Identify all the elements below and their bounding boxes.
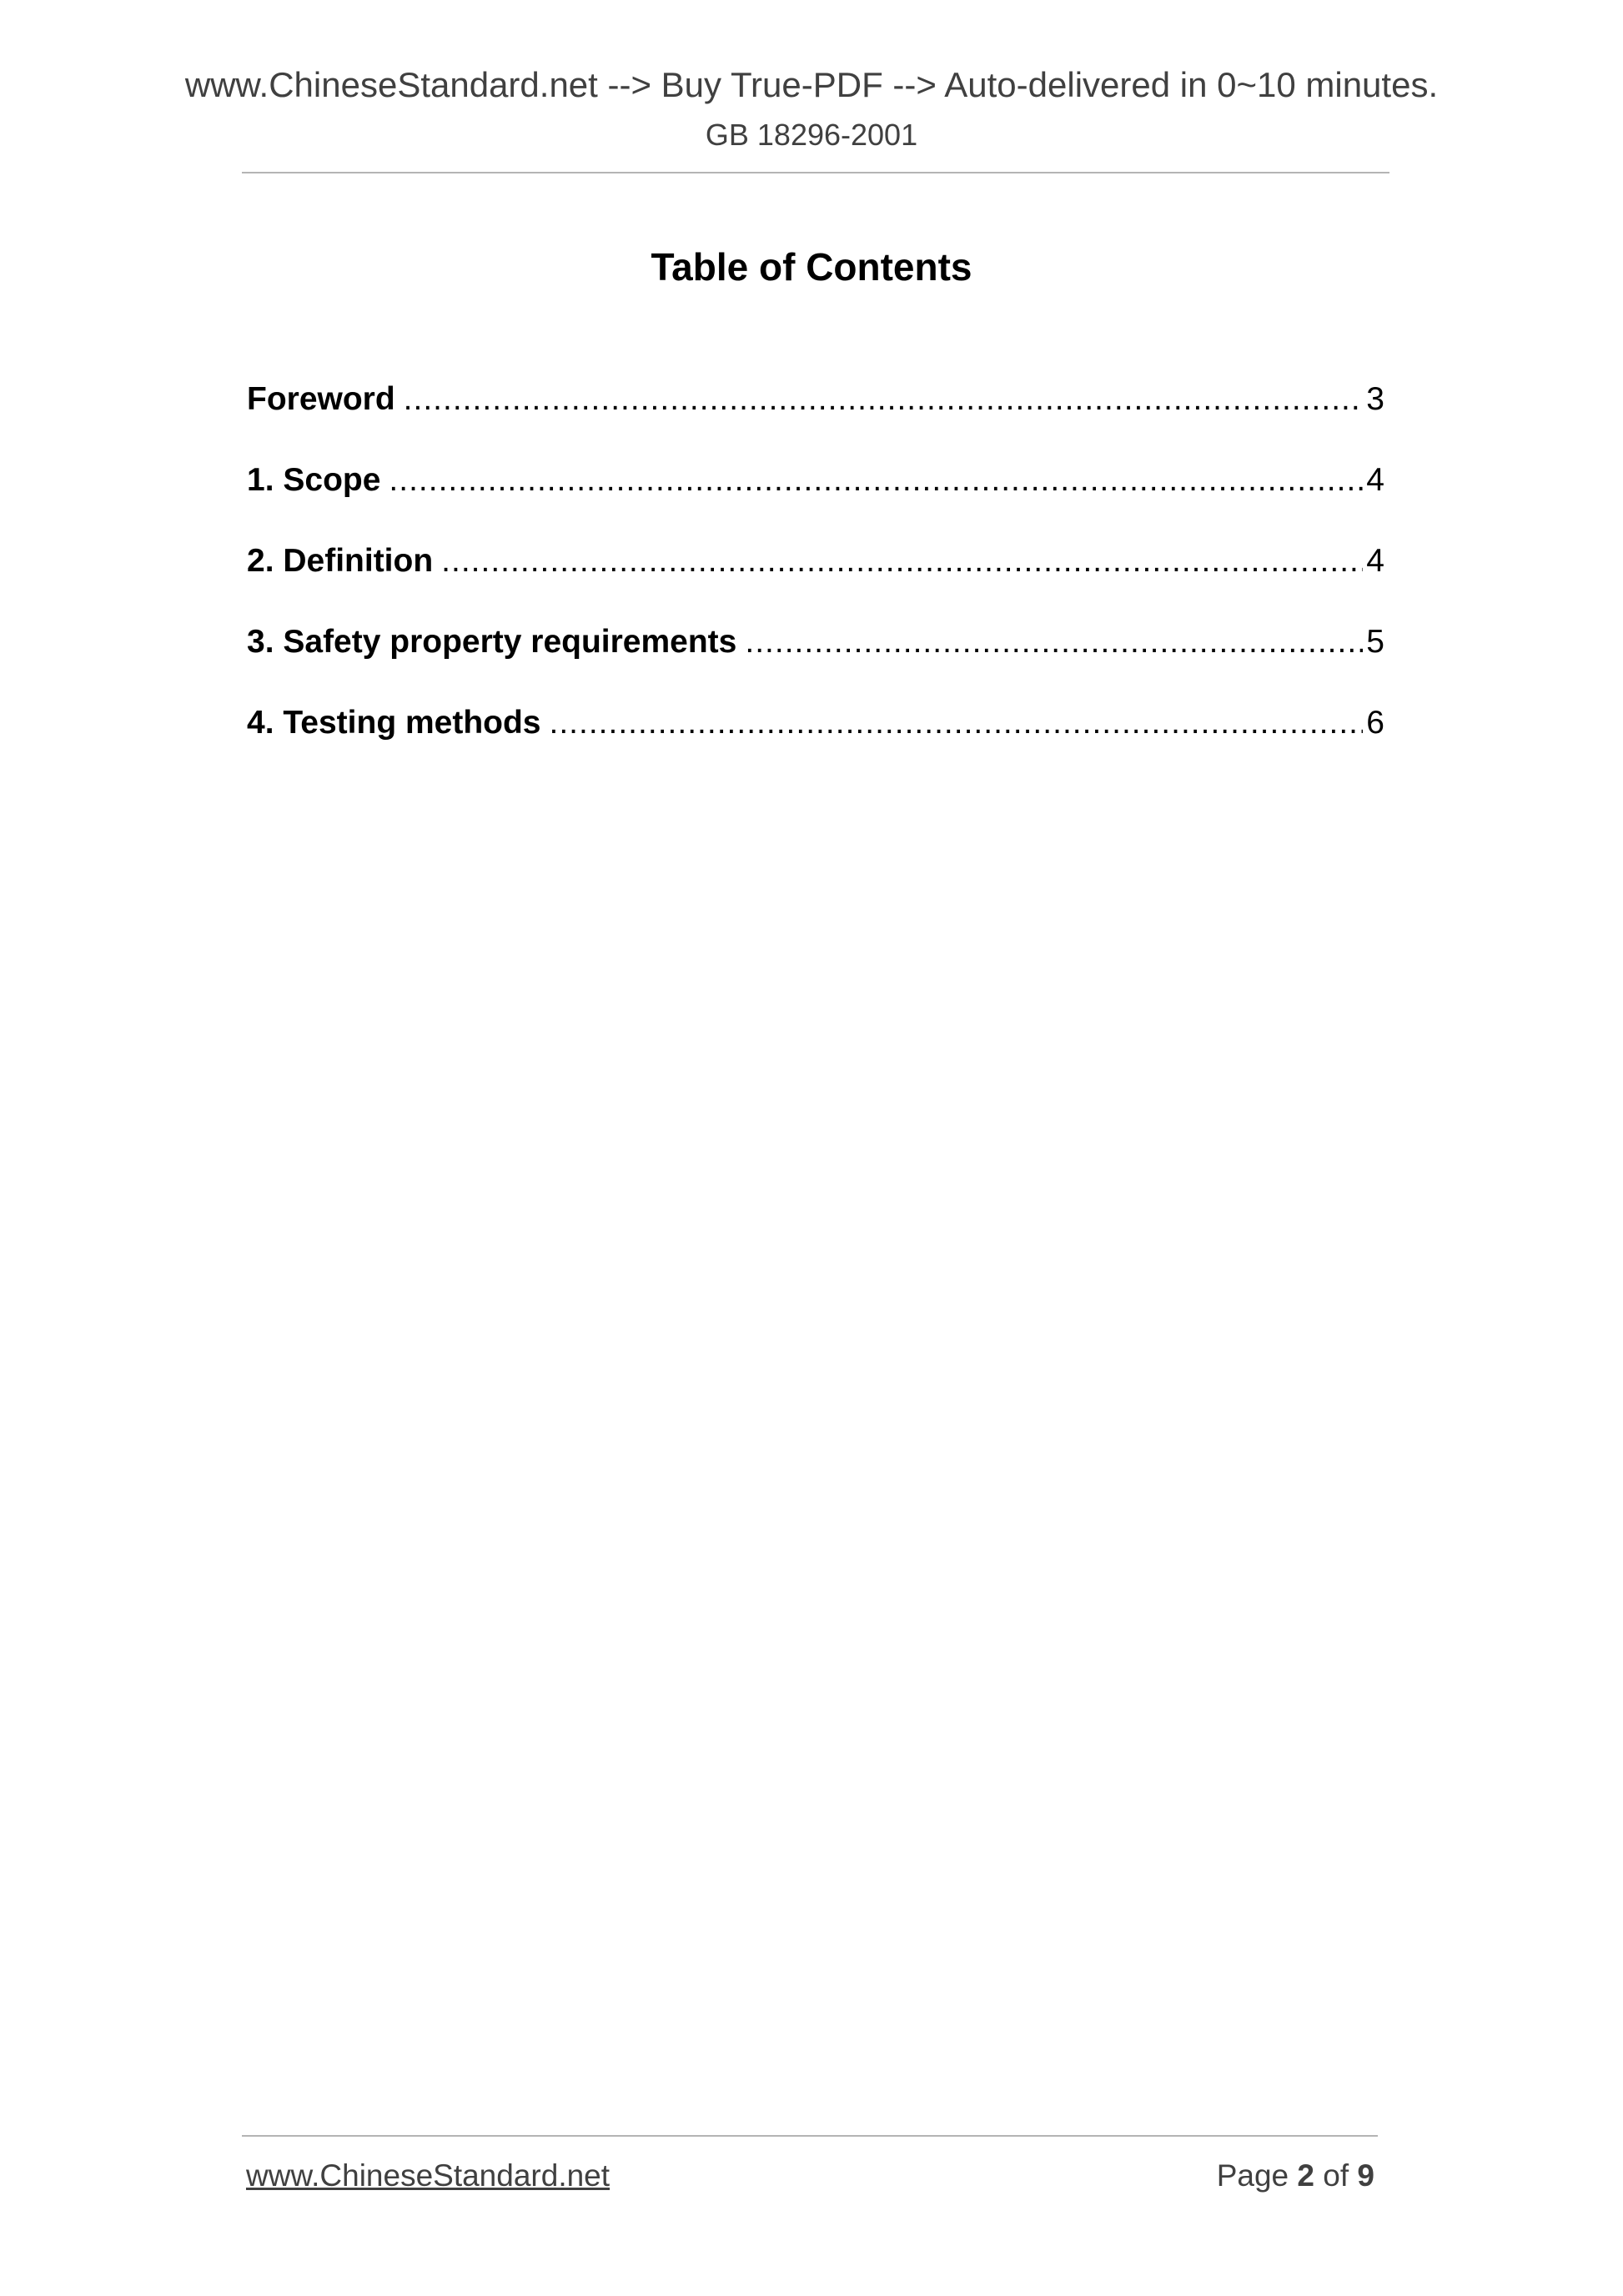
toc-entry-safety-property-requirements[interactable] xyxy=(247,622,1384,703)
toc-dot-leader xyxy=(550,703,1364,743)
toc-entry-page: 3 xyxy=(1366,381,1384,417)
toc-dot-leader xyxy=(441,541,1363,581)
toc-dot-leader xyxy=(389,460,1363,500)
footer-site-link[interactable]: www.ChineseStandard.net xyxy=(246,2158,611,2193)
toc-title: Table of Contents xyxy=(651,245,972,289)
toc-entry-label: 3. Safety property requirements xyxy=(247,624,737,660)
toc-entry-page: 6 xyxy=(1366,705,1384,741)
footer-divider xyxy=(242,2135,1378,2137)
page-of: of xyxy=(1323,2158,1349,2193)
page-total: 9 xyxy=(1357,2158,1374,2193)
toc-list xyxy=(247,379,1384,784)
toc-dot-leader xyxy=(745,622,1363,662)
page-indicator xyxy=(1217,2157,1374,2195)
toc-dot-leader xyxy=(404,379,1364,420)
document-number: GB 18296-2001 xyxy=(705,118,918,152)
header-divider xyxy=(242,172,1389,173)
toc-entry-definition[interactable] xyxy=(247,541,1384,622)
toc-entry-label: 1. Scope xyxy=(247,462,381,498)
page-current: 2 xyxy=(1297,2158,1314,2193)
toc-entry-page: 4 xyxy=(1366,543,1384,579)
toc-entry-scope[interactable] xyxy=(247,460,1384,541)
toc-entry-label: 2. Definition xyxy=(247,543,434,579)
toc-entry-page: 4 xyxy=(1366,462,1384,498)
page-prefix: Page xyxy=(1216,2158,1289,2193)
toc-entry-foreword[interactable] xyxy=(247,379,1384,460)
toc-entry-testing-methods[interactable] xyxy=(247,703,1384,784)
header-banner: www.ChineseStandard.net --> Buy True-PDF --> Auto-delivered in 0~10 minutes. xyxy=(184,65,1439,104)
toc-entry-label: Foreword xyxy=(247,381,395,417)
toc-entry-label: 4. Testing methods xyxy=(247,705,541,741)
toc-entry-page: 5 xyxy=(1366,624,1384,660)
